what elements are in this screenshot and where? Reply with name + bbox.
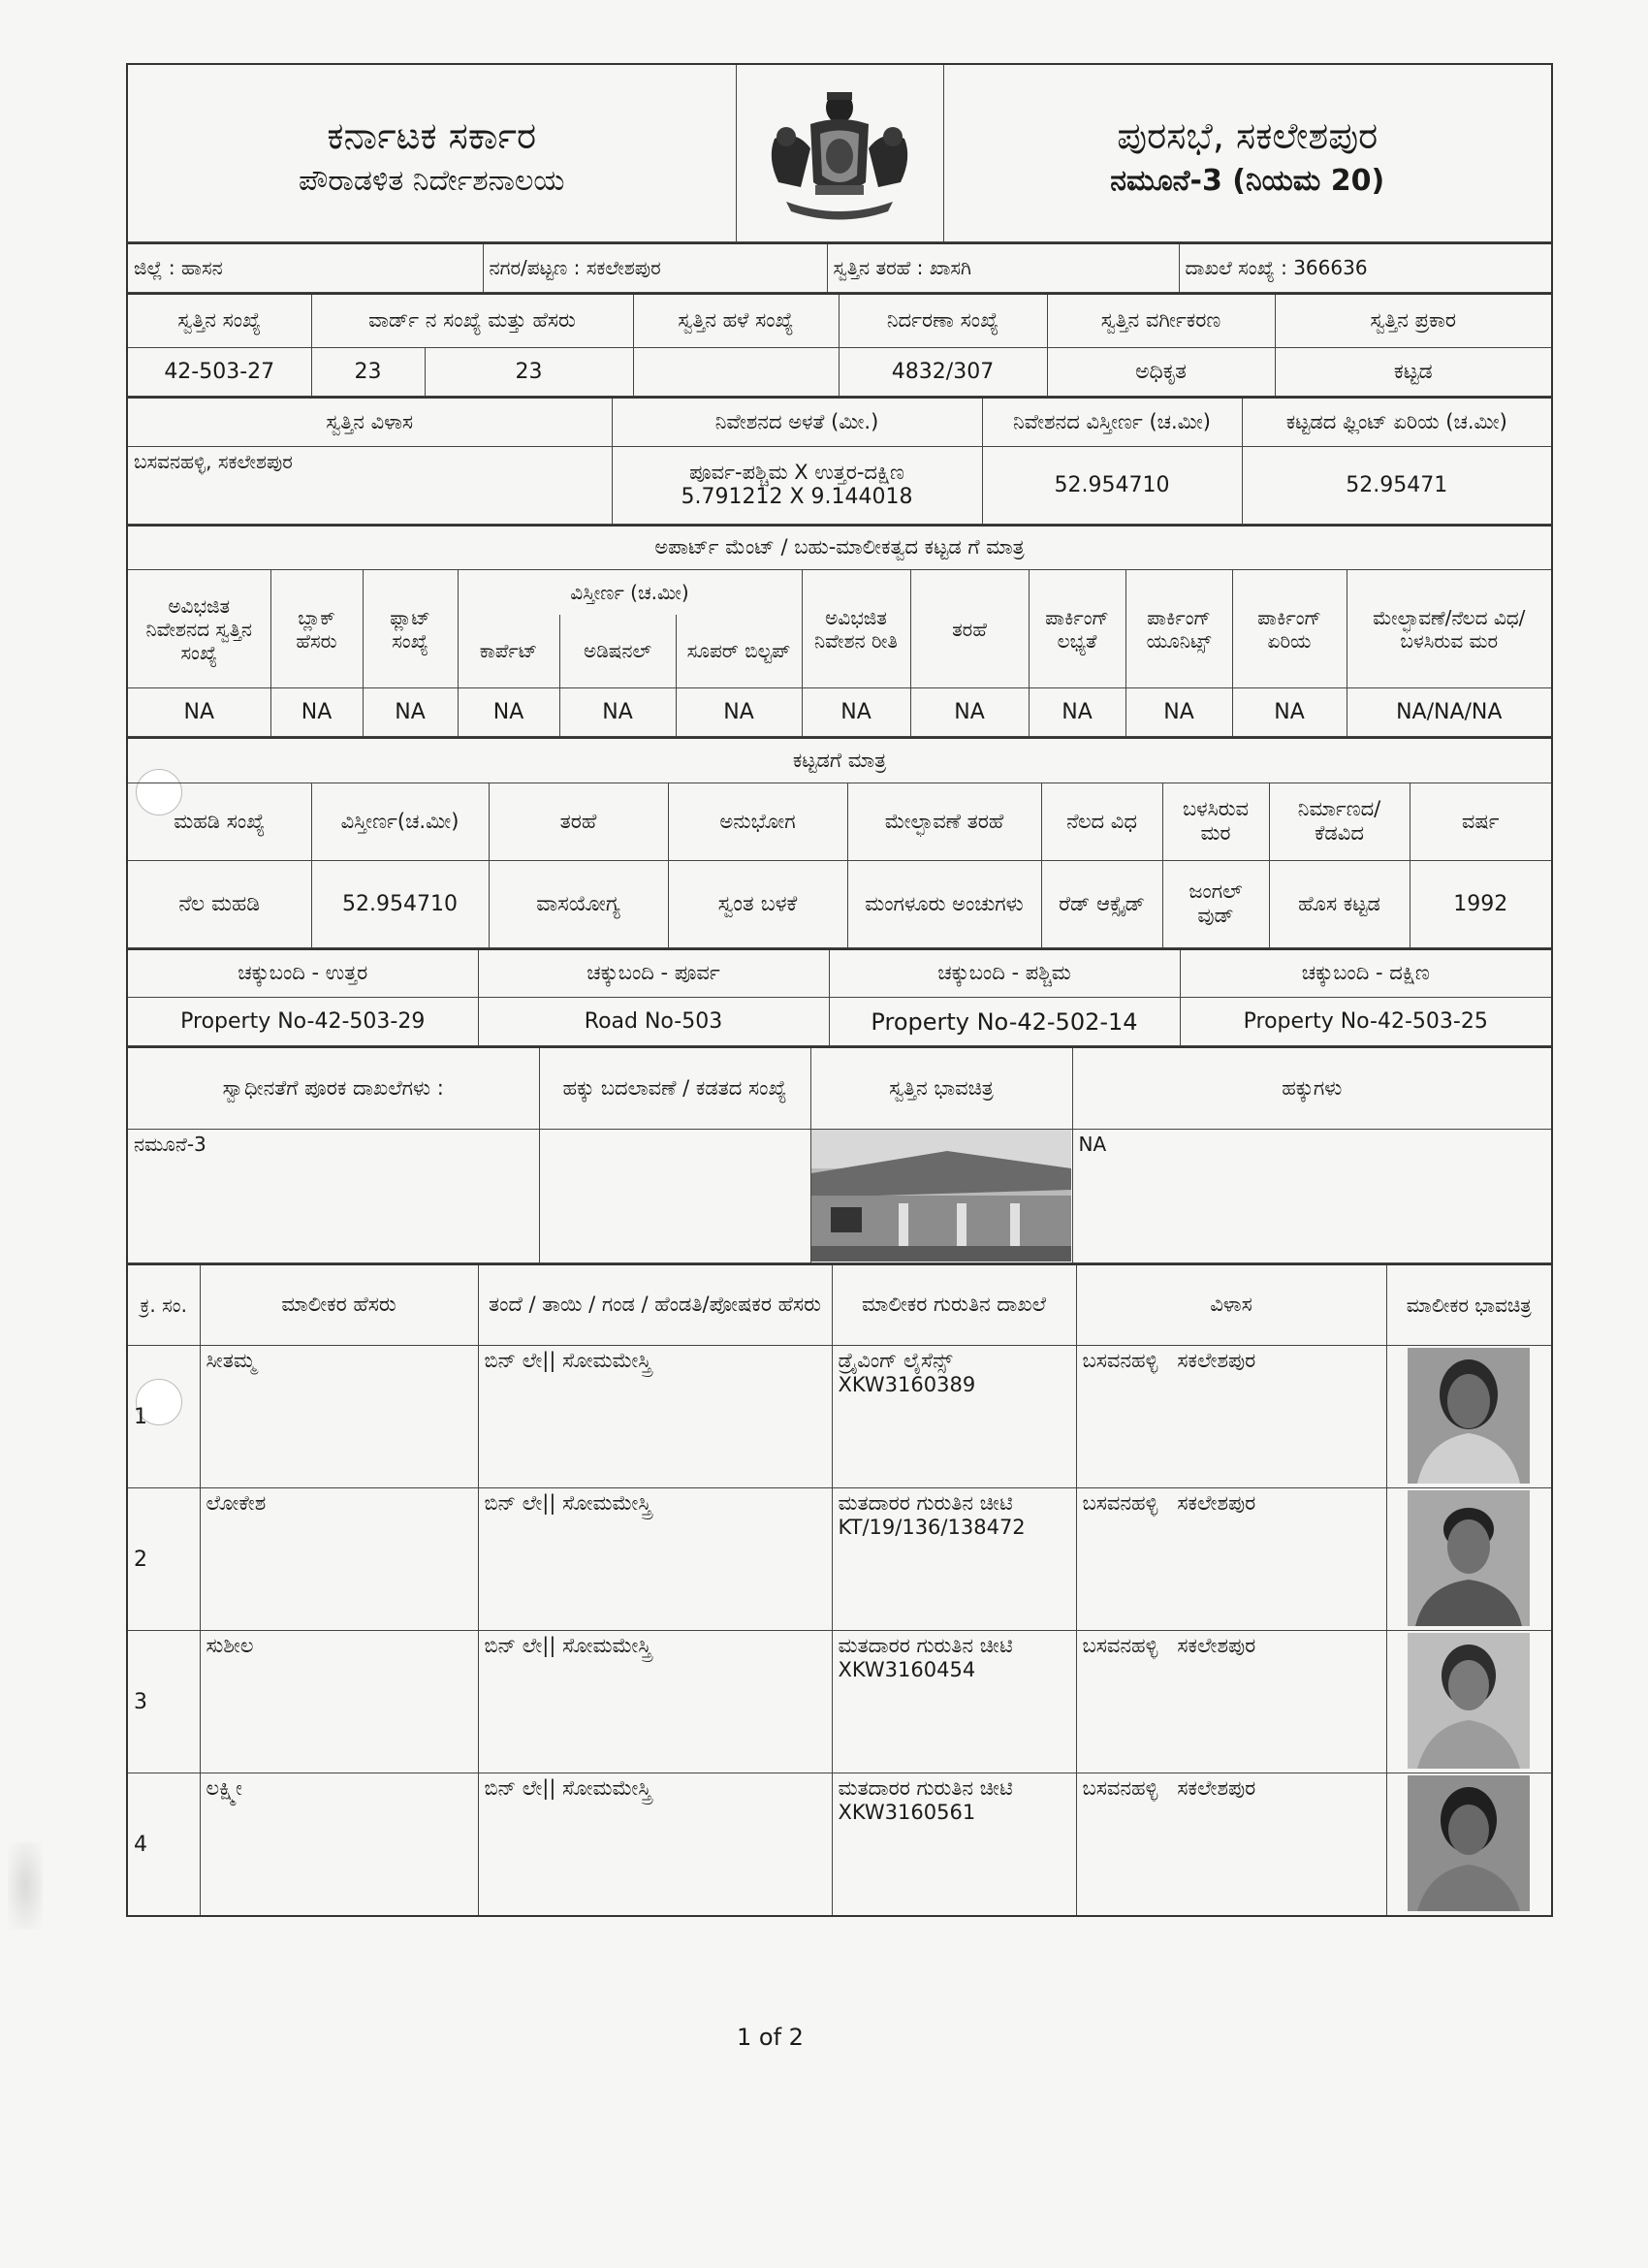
- apartment-value: NA/NA/NA: [1347, 688, 1552, 737]
- owner-id: [832, 1631, 1076, 1773]
- ward-number: 23: [311, 348, 425, 397]
- construction: ಹೊಸ ಕಟ್ಟಡ: [1269, 860, 1410, 947]
- building-type: ವಾಸಯೋಗ್ಯ: [489, 860, 668, 947]
- dimension-cell: [612, 446, 982, 524]
- owner-id: [832, 1773, 1076, 1917]
- owner-serial: 3: [127, 1631, 200, 1773]
- dimension-label: ಪೂರ್ವ-ಪಶ್ಚಿಮ X ಉತ್ತರ-ದಕ್ಷಿಣ: [689, 461, 904, 484]
- boundary-east: Road No-503: [478, 998, 829, 1046]
- apartment-value: NA: [270, 688, 363, 737]
- municipality-title: ಪುರಸಭೆ, ಸಕಲೇಶಪುರ: [1117, 114, 1379, 157]
- property-kind-header: ಸ್ವತ್ತಿನ ಪ್ರಕಾರ: [1275, 294, 1552, 348]
- address-header: ಸ್ವತ್ತಿನ ವಿಳಾಸ: [127, 398, 612, 446]
- owner-photo-cell: [1386, 1488, 1552, 1631]
- property-number-header: ಸ್ವತ್ತಿನ ಸಂಖ್ಯೆ: [127, 294, 311, 348]
- property-form: [126, 63, 1553, 1917]
- owner-id-number: XKW3160389: [838, 1373, 976, 1396]
- parking-units-header: ಪಾರ್ಕಿಂಗ್ ಯೂನಿಟ್ಸ್: [1125, 570, 1232, 688]
- property-photo: [811, 1130, 1071, 1262]
- apartment-value: NA: [458, 688, 559, 737]
- assessment-number-header: ನಿರ್ದರಣಾ ಸಂಖ್ಯೆ: [839, 294, 1047, 348]
- property-type-field: ಸ್ವತ್ತಿನ ತರಹೆ : ಖಾಸಗಿ: [827, 243, 1179, 292]
- boundary-south: Property No-42-503-25: [1180, 998, 1552, 1046]
- rights: NA: [1072, 1129, 1552, 1262]
- directorate-title: ಪೌರಾಡಳಿತ ನಿರ್ದೇಶನಾಲಯ: [299, 164, 565, 198]
- owner-serial: 1: [127, 1346, 200, 1488]
- construction-header: ನಿರ್ಮಾಣದ/ ಕೆಡವಿದ: [1269, 783, 1410, 860]
- old-number: [633, 348, 839, 397]
- owner-photo: [1408, 1490, 1530, 1626]
- govt-title: ಕರ್ನಾಟಕ ಸರ್ಕಾರ: [327, 114, 537, 157]
- owner-row: [127, 1488, 1552, 1631]
- owner-name: ಲೋಕೇಶ: [200, 1488, 478, 1631]
- floor-number: ನೆಲ ಮಹಡಿ: [127, 860, 311, 947]
- apartment-value: NA: [1029, 688, 1125, 737]
- parking-area-header: ಪಾರ್ಕಿಂಗ್ ಏರಿಯ: [1232, 570, 1347, 688]
- apartment-value: NA: [559, 688, 676, 737]
- super-builtup-header: ಸೂಪರ್ ಬಿಲ್ಟಪ್: [676, 615, 802, 688]
- owner-photo: [1408, 1775, 1530, 1911]
- apartment-value: NA: [676, 688, 802, 737]
- parking-availability-header: ಪಾರ್ಕಿಂಗ್ ಲಭ್ಯತೆ: [1029, 570, 1125, 688]
- owner-id-number: XKW3160561: [838, 1801, 976, 1824]
- owner-id-number: XKW3160454: [838, 1658, 976, 1681]
- owners-table: [126, 1263, 1553, 1918]
- rights-header: ಹಕ್ಕುಗಳು: [1072, 1047, 1552, 1129]
- classification: ಅಧಿಕೃತ: [1047, 348, 1275, 397]
- page-number: 1 of 2: [737, 2024, 804, 2051]
- roof-type: ಮಂಗಳೂರು ಅಂಚುಗಳು: [847, 860, 1041, 947]
- owner-row: [127, 1773, 1552, 1917]
- block-name-header: ಬ್ಲಾಕ್ ಹೆಸರು: [270, 570, 363, 688]
- owner-address: ಬಸವನಹಳ್ಳಿ ಸಕಲೇಶಪುರ: [1076, 1773, 1386, 1917]
- header-right: [943, 64, 1552, 242]
- ward-header: ವಾರ್ಡ್ ನ ಸಂಖ್ಯೆ ಮತ್ತು ಹೆಸರು: [311, 294, 633, 348]
- owner-relative: ಬಿನ್ ಲೇ|| ಸೋಮಮೇಸ್ತ್ರಿ: [478, 1631, 832, 1773]
- supporting-docs-header: ಸ್ವಾಧೀನತೆಗೆ ಪೂರಕ ದಾಖಲೆಗಳು :: [127, 1047, 539, 1129]
- undivided-method-header: ಅವಿಭಜಿತ ನಿವೇಶನ ರೀತಿ: [802, 570, 910, 688]
- apartment-table: [126, 525, 1553, 738]
- owner-id-type: ಮತದಾರರ ಗುರುತಿನ ಚೀಟಿ: [838, 1776, 1013, 1800]
- owner-relative: ಬಿನ್ ಲೇ|| ಸೋಮಮೇಸ್ತ್ರಿ: [478, 1346, 832, 1488]
- owner-photo-header: ಮಾಲೀಕರ ಭಾವಚಿತ್ರ: [1386, 1264, 1552, 1346]
- ward-name: 23: [425, 348, 633, 397]
- classification-header: ಸ್ವತ್ತಿನ ವರ್ಗೀಕರಣ: [1047, 294, 1275, 348]
- property-kind: ಕಟ್ಟಡ: [1275, 348, 1552, 397]
- floor-area: 52.954710: [311, 860, 489, 947]
- assessment-number: 4832/307: [839, 348, 1047, 397]
- carpet-header: ಕಾರ್ಪೆಟ್: [458, 615, 559, 688]
- plinth-area: 52.95471: [1242, 446, 1552, 524]
- site-table: [126, 397, 1553, 525]
- owner-photo-cell: [1386, 1773, 1552, 1917]
- undivided-number-header: ಅವಿಭಜಿತ ನಿವೇಶನದ ಸ್ವತ್ತಿನ ಸಂಖ್ಯೆ: [127, 570, 270, 688]
- wood-used-header: ಬಳಸಿರುವ ಮರ: [1162, 783, 1269, 860]
- form-number: ನಮೂನೆ-3 (ನಿಯಮ 20): [1110, 164, 1385, 198]
- owner-address: ಬಸವನಹಳ್ಳಿ ಸಕಲೇಶಪುರ: [1076, 1631, 1386, 1773]
- floor-kind: ರೆಡ್ ಆಕ್ಸೈಡ್: [1041, 860, 1162, 947]
- town-field: ನಗರ/ಪಟ್ಟಣ : ಸಕಲೇಶಪುರ: [483, 243, 827, 292]
- property-address: ಬಸವನಹಳ್ಳಿ, ಸಕಲೇಶಪುರ: [127, 446, 612, 524]
- building-title: ಕಟ್ಟಡಗೆ ಮಾತ್ರ: [127, 738, 1552, 783]
- wood-used: ಜಂಗಲ್ ವುಡ್: [1162, 860, 1269, 947]
- dimension-header: ನಿವೇಶನದ ಅಳತೆ (ಮೀ.): [612, 398, 982, 446]
- dimension-value: 5.791212 X 9.144018: [681, 485, 913, 509]
- apartment-value: NA: [127, 688, 270, 737]
- apartment-value: NA: [802, 688, 910, 737]
- flat-number-header: ಫ್ಲಾಟ್ ಸಂಖ್ಯೆ: [363, 570, 458, 688]
- state-emblem: [736, 64, 943, 242]
- owner-id-type: ಮತದಾರರ ಗುರುತಿನ ಚೀಟಿ: [838, 1491, 1013, 1515]
- info-row: [126, 242, 1553, 293]
- owner-relative: ಬಿನ್ ಲೇ|| ಸೋಮಮೇಸ್ತ್ರಿ: [478, 1773, 832, 1917]
- supporting-docs: ನಮೂನೆ-3: [127, 1129, 539, 1262]
- roof-floor-wood-header: ಮೇಲ್ಛಾವಣೆ/ನೆಲದ ವಿಧ/ಬಳಸಿರುವ ಮರ: [1347, 570, 1552, 688]
- owner-row: [127, 1631, 1552, 1773]
- owner-name-header: ಮಾಲೀಕರ ಹೆಸರು: [200, 1264, 478, 1346]
- owner-name: ಲಕ್ಷ್ಮೀ: [200, 1773, 478, 1917]
- owner-photo-cell: [1386, 1346, 1552, 1488]
- boundary-west: Property No-42-502-14: [829, 998, 1180, 1046]
- apartment-value: NA: [1125, 688, 1232, 737]
- documents-table: [126, 1046, 1553, 1263]
- form-header: [126, 63, 1553, 242]
- building-table: [126, 737, 1553, 948]
- owner-serial: 2: [127, 1488, 200, 1631]
- owner-id-header: ಮಾಲೀಕರ ಗುರುತಿನ ದಾಖಲೆ: [832, 1264, 1076, 1346]
- record-number-field: ದಾಖಲೆ ಸಂಖ್ಯೆ : 366636: [1179, 243, 1552, 292]
- building-type-header: ತರಹೆ: [489, 783, 668, 860]
- owner-address-header: ವಿಳಾಸ: [1076, 1264, 1386, 1346]
- site-area-header: ನಿವೇಶನದ ವಿಸ್ತೀರ್ಣ (ಚ.ಮೀ): [982, 398, 1242, 446]
- boundary-east-header: ಚಕ್ಕುಬಂದಿ - ಪೂರ್ವ: [478, 949, 829, 998]
- owner-address: ಬಸವನಹಳ್ಳಿ ಸಕಲೇಶಪುರ: [1076, 1488, 1386, 1631]
- transfer-file-header: ಹಕ್ಕು ಬದಲಾವಣೆ / ಕಡತದ ಸಂಖ್ಯೆ: [539, 1047, 810, 1129]
- additional-header: ಅಡಿಷನಲ್: [559, 615, 676, 688]
- boundary-north: Property No-42-503-29: [127, 998, 478, 1046]
- floor-area-header: ವಿಸ್ತೀರ್ಣ(ಚ.ಮೀ): [311, 783, 489, 860]
- plinth-area-header: ಕಟ್ಟಡದ ಫ್ಲಿಂಟ್ ಏರಿಯ (ಚ.ಮೀ): [1242, 398, 1552, 446]
- property-number: 42-503-27: [127, 348, 311, 397]
- header-left: [127, 64, 736, 242]
- owner-photo: [1408, 1633, 1530, 1769]
- owner-name: ಸುಶೀಲ: [200, 1631, 478, 1773]
- owner-photo-cell: [1386, 1631, 1552, 1773]
- apartment-title: ಅಪಾರ್ಟ್ ಮೆಂಟ್ / ಬಹು-ಮಾಲೀಕತ್ವದ ಕಟ್ಟಡ ಗೆ ಮಾತ್ರ: [127, 526, 1552, 570]
- apartment-value: NA: [363, 688, 458, 737]
- roof-type-header: ಮೇಲ್ಛಾವಣೆ ತರಹೆ: [847, 783, 1041, 860]
- site-area: 52.954710: [982, 446, 1242, 524]
- transfer-file: [539, 1129, 810, 1262]
- boundary-west-header: ಚಕ್ಕುಬಂದಿ - ಪಶ್ಚಿಮ: [829, 949, 1180, 998]
- karnataka-emblem-icon: [757, 80, 922, 226]
- owner-id-type: ಡ್ರೈವಿಂಗ್ ಲೈಸೆನ್ಸ್: [838, 1349, 953, 1372]
- owner-serial: 4: [127, 1773, 200, 1917]
- usage-header: ಅನುಭೋಗ: [668, 783, 847, 860]
- property-id-table: [126, 293, 1553, 398]
- floor-number-header: ಮಹಡಿ ಸಂಖ್ಯೆ: [127, 783, 311, 860]
- boundary-south-header: ಚಕ್ಕುಬಂದಿ - ದಕ್ಷಿಣ: [1180, 949, 1552, 998]
- relative-name-header: ತಂದೆ / ತಾಯಿ / ಗಂಡ / ಹೆಂಡತಿ/ಪೋಷಕರ ಹೆಸರು: [478, 1264, 832, 1346]
- apartment-value: NA: [1232, 688, 1347, 737]
- owner-id-number: KT/19/136/138472: [838, 1516, 1026, 1539]
- property-photo-header: ಸ್ವತ್ತಿನ ಭಾವಚಿತ್ರ: [810, 1047, 1072, 1129]
- old-number-header: ಸ್ವತ್ತಿನ ಹಳೆ ಸಂಖ್ಯೆ: [633, 294, 839, 348]
- apartment-type-header: ತರಹೆ: [910, 570, 1029, 688]
- apartment-value: NA: [910, 688, 1029, 737]
- district-field: ಜಿಲ್ಲೆ : ಹಾಸನ: [127, 243, 483, 292]
- owner-name: ಸೀತಮ್ಮ: [200, 1346, 478, 1488]
- year-header: ವರ್ಷ: [1410, 783, 1552, 860]
- boundary-north-header: ಚಕ್ಕುಬಂದಿ - ಉತ್ತರ: [127, 949, 478, 998]
- paper-stain: [8, 1842, 43, 1930]
- owner-row: [127, 1346, 1552, 1488]
- area-header: ವಿಸ್ತೀರ್ಣ (ಚ.ಮೀ): [458, 570, 802, 615]
- year: 1992: [1410, 860, 1552, 947]
- owner-id: [832, 1488, 1076, 1631]
- floor-kind-header: ನೆಲದ ವಿಧ: [1041, 783, 1162, 860]
- owner-address: ಬಸವನಹಳ್ಳಿ ಸಕಲೇಶಪುರ: [1076, 1346, 1386, 1488]
- property-photo-cell: [810, 1129, 1072, 1262]
- owner-photo: [1408, 1348, 1530, 1484]
- owner-id: [832, 1346, 1076, 1488]
- boundaries-table: [126, 948, 1553, 1047]
- serial-header: ಕ್ರ. ಸಂ.: [127, 1264, 200, 1346]
- usage: ಸ್ವಂತ ಬಳಕೆ: [668, 860, 847, 947]
- owner-id-type: ಮತದಾರರ ಗುರುತಿನ ಚೀಟಿ: [838, 1634, 1013, 1657]
- owner-relative: ಬಿನ್ ಲೇ|| ಸೋಮಮೇಸ್ತ್ರಿ: [478, 1488, 832, 1631]
